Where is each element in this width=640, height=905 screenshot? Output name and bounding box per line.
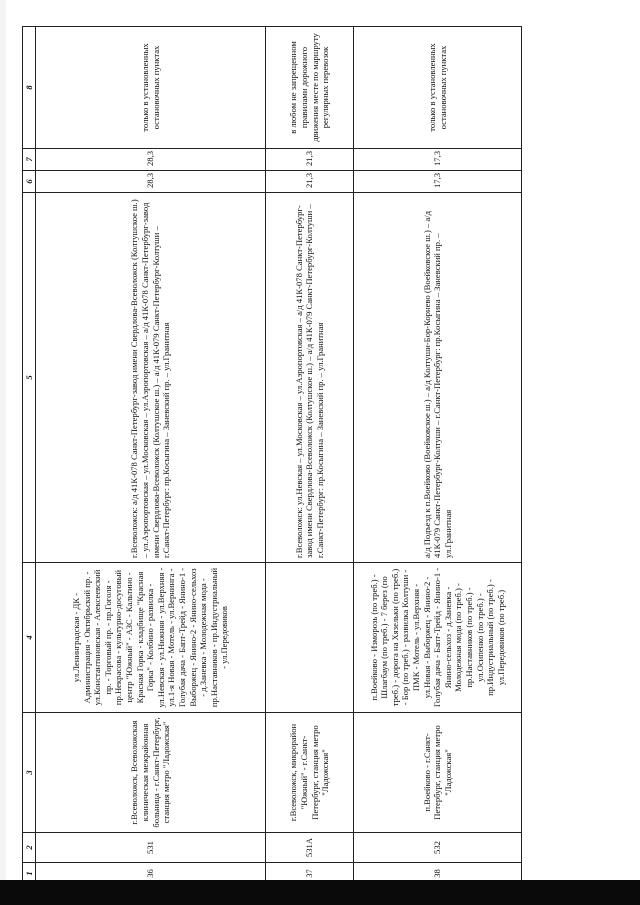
route-number: 531А xyxy=(266,833,354,863)
col-header: 2 xyxy=(23,833,36,863)
scan-border-bottom xyxy=(0,880,640,905)
length-back: 21,3 xyxy=(266,149,354,171)
route-path: а/д Подъезд к п.Воейково (Воейковское ш.) – а/д Колтуши-Бор-Корнево (Воейковское ш.) – а/д 41К-079 Санкт-Петербург-Колтуши – г.Санкт-Петербург: пр.Косыгина – Заневский пр. – ул.Гранитная xyxy=(354,193,522,563)
route-path: г.Всеволожск: а/д 41К-078 Санкт-Петербург-завод имени Свердлова-Всеволожск (Колтушское ш.) – ул.Аэропортовская – ул.Московская – ул.Аэропортовская – а/д 41К-078 Санкт-Петербург-завод имени Свердлова-Всеволожск (Колтушское ш.) – а/д 41К-079 Санкт-Петербург-Колтуши – г.Санкт-Петербург: пр.Косыгина – Заневский пр. – ул.Гранитная xyxy=(36,193,266,563)
scan-edge xyxy=(0,0,6,880)
route-number: 532 xyxy=(354,833,522,863)
route-stops: п.Воейково - Изморозь (по треб.) - Шлагбаум (по треб.) - 7 берез (по треб.) - дорога на Хязельки (по треб.) - Бор (по треб.) - развилка Колтуши - ПМК - Мотель - ул.Верхняя - ул.Новая - Выборжец - Янино-2 - Голубая дача - Бапт-Трейд - Янино-1 - Янино-сельхоз - д.Заневка - Молодежная мода (по треб.) - пр.Наставников (по треб.) - ул.Осипенко (по треб.) - пр.Индустриальный (по треб.) - ул.Передовиков (по треб.) xyxy=(354,563,522,713)
col-header: 5 xyxy=(23,193,36,563)
route-stops: ул.Ленинградская - ДК - Администрация - Октябрьский пр. - ул.Константиновская - Алексеевский пр. - Торговый пр. - пр.Гоголя - пр.Некрасова - культурно-досуговый центр "Южный" - АЗС - Кальтино - Красная Горка - кладбище "Красная Горка" - Колбино - развилка - ул.Невская - ул.Нижняя - ул.Верхняя - ул.1-я Новая - Мотель - ул.Вернинга - Голубая дача - Бапт-Трейд - Янино-1 - Выборжец - Янино-2 - Янино-сельхоз - д.Заневка - Молодежная мода - пр.Наставников - пр.Индустриальный - ул.Передовиков xyxy=(36,563,266,713)
route-name: г.Всеволожск, микрорайон "Южный" - г.Санкт-Петербург, станция метро "Ладожская" xyxy=(266,713,354,833)
col-header: 4 xyxy=(23,563,36,713)
route-stops xyxy=(266,563,354,713)
table-row xyxy=(354,27,522,885)
row-number: 37 xyxy=(266,863,354,885)
routes-table xyxy=(22,26,522,885)
route-name: п.Воейково - г.Санкт-Петербург, станция метро "Ладожская" xyxy=(354,713,522,833)
row-number: 36 xyxy=(36,863,266,885)
col-header: 3 xyxy=(23,713,36,833)
col-header: 8 xyxy=(23,27,36,149)
length-forward: 28,3 xyxy=(36,171,266,193)
boarding-order: только в установленных остановочных пунктах xyxy=(354,27,522,149)
boarding-order: в любом не запрещенном правилами дорожного движения месте по маршруту регулярных перевозок xyxy=(266,27,354,149)
table-row xyxy=(36,27,266,885)
length-forward: 21,3 xyxy=(266,171,354,193)
header-row xyxy=(23,27,36,885)
boarding-order: только в установленных остановочных пунктах xyxy=(36,27,266,149)
table-row xyxy=(266,27,354,885)
length-forward: 17,3 xyxy=(354,171,522,193)
col-header: 6 xyxy=(23,171,36,193)
row-number: 38 xyxy=(354,863,522,885)
route-path: г.Всеволожск: ул.Невская – ул.Московская – ул.Аэропортовская – а/д 41К-078 Санкт-Петербург-завод имени Свердлова-Всеволожск (Колтушское ш.) – а/д 41К-079 Санкт-Петербург-Колтуши – г.Санкт-Петербург: пр.Косыгина – Заневский пр. – ул.Гранитная xyxy=(266,193,354,563)
route-name: г.Всеволожск, Всеволожская клиническая межрайонная больница - г.Санкт-Петербург, станция метро "Ладожская" xyxy=(36,713,266,833)
col-header: 1 xyxy=(23,863,36,885)
length-back: 28,3 xyxy=(36,149,266,171)
length-back: 17,3 xyxy=(354,149,522,171)
col-header: 7 xyxy=(23,149,36,171)
rotated-table-container xyxy=(22,27,520,885)
route-number: 531 xyxy=(36,833,266,863)
